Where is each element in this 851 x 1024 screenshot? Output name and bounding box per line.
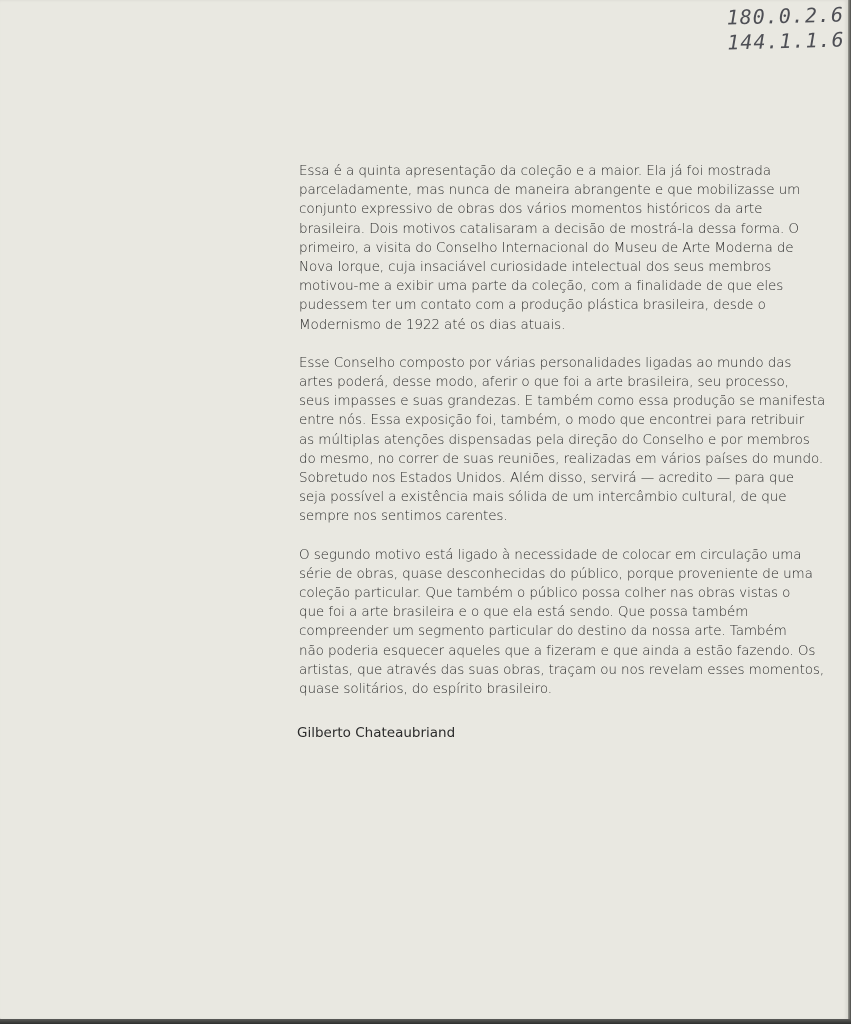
body-text <box>299 162 829 699</box>
text-line: seja possível a existência mais sólida de um intercâmbio cultural, de que <box>299 489 787 506</box>
paragraph-spacer <box>299 335 829 354</box>
text-line: seus impasses e suas grandezas. E também como essa produção se manifesta <box>299 393 826 410</box>
paragraph-3 <box>299 546 829 700</box>
text-line: artistas, que através das suas obras, traçam ou nos revelam esses momentos, <box>299 661 825 678</box>
text-line: Modernismo de 1922 até os dias atuais. <box>299 316 566 333</box>
text-line: as múltiplas atenções dispensadas pela direção do Conselho e por membros <box>299 431 810 448</box>
handwritten-catalog-notes <box>726 2 845 56</box>
paragraph-1 <box>299 162 829 335</box>
text-line: entre nós. Essa exposição foi, também, o modo que encontrei para retribuir <box>299 412 805 429</box>
text-line: motivou-me a exibir uma parte da coleção, com a finalidade de que eles <box>299 278 784 295</box>
text-line: sempre nos sentimos carentes. <box>299 508 508 525</box>
handwritten-note: 180.0.2.6 <box>726 2 845 30</box>
text-line: que foi a arte brasileira e o que ela está sendo. Que possa também <box>299 604 749 621</box>
text-line: Essa é a quinta apresentação da coleção e a maior. Ela já foi mostrada <box>299 163 771 179</box>
author-signature: Gilberto Chateaubriand <box>297 725 456 741</box>
text-line: coleção particular. Que também o público possa colher nas obras vistas o <box>299 585 791 602</box>
text-line: quase solitários, do espírito brasileiro. <box>299 681 552 698</box>
text-line: compreender um segmento particular do destino da nossa arte. Também <box>299 623 787 640</box>
text-line: O segundo motivo está ligado à necessidade de colocar em circulação uma <box>299 546 802 563</box>
text-line: conjunto expressivo de obras dos vários momentos históricos da arte <box>299 201 763 218</box>
text-line: série de obras, quase desconhecidas do público, porque proveniente de uma <box>299 565 813 582</box>
paragraph-spacer <box>299 527 829 546</box>
text-line: não poderia esquecer aqueles que a fizeram e que ainda a estão fazendo. Os <box>299 642 816 659</box>
text-line: Esse Conselho composto por várias personalidades ligadas ao mundo das <box>299 354 792 371</box>
scan-background-edge <box>0 1019 851 1024</box>
text-line: Nova Iorque, cuja insaciável curiosidade intelectual dos seus membros <box>299 259 772 276</box>
text-line: parceladamente, mas nunca de maneira abrangente e que mobilizasse um <box>299 182 801 199</box>
text-line: primeiro, a visita do Conselho Internacional do Museu de Arte Moderna de <box>299 239 794 256</box>
text-line: pudessem ter um contato com a produção plástica brasileira, desde o <box>299 297 766 314</box>
text-line: brasileira. Dois motivos catalisaram a decisão de mostrá-la dessa forma. O <box>299 220 799 237</box>
handwritten-note: 144.1.1.6 <box>727 27 845 55</box>
text-line: artes poderá, desse modo, aferir o que foi a arte brasileira, seu processo, <box>299 374 789 391</box>
text-line: do mesmo, no correr de suas reuniões, realizadas em vários países do mundo. <box>299 450 824 467</box>
paragraph-2 <box>299 354 829 527</box>
text-line: Sobretudo nos Estados Unidos. Além disso, servirá — acredito — para que <box>299 470 794 487</box>
